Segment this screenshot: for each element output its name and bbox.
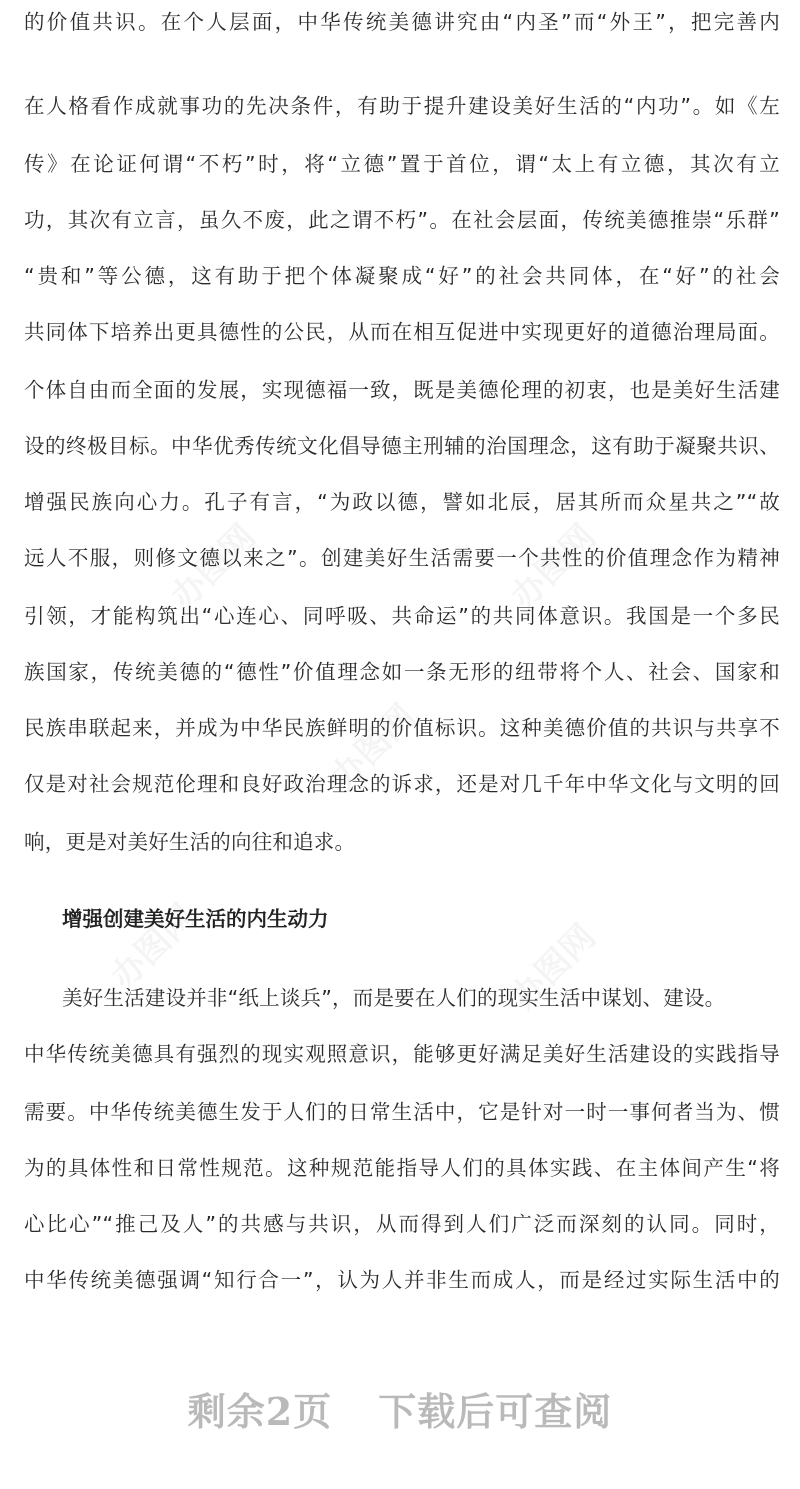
text-line: 中华传统美德具有强烈的现实观照意识，能够更好满足美好生活建设的实践指导 — [24, 1042, 780, 1066]
text-line: 共同体下培养出更具德性的公民，从而在相互促进中实现更好的道德治理局面。 — [24, 320, 780, 344]
download-prompt-label[interactable]: 下载后可查阅 — [378, 1389, 613, 1434]
section-heading: 增强创建美好生活的内生动力 — [62, 907, 329, 931]
text-line: 远人不服，则修文德以来之”。创建美好生活需要一个共性的价值理念作为精神 — [24, 546, 780, 570]
text-line: 引领，才能构筑出“心连心、同呼吸、共命运”的共同体意识。我国是一个多民 — [24, 604, 780, 628]
text-line: 族国家，传统美德的“德性”价值理念如一条无形的纽带将个人、社会、国家和 — [24, 660, 780, 684]
text-line: 设的终极目标。中华优秀传统文化倡导德主刑辅的治国理念，这有助于凝聚共识、 — [24, 434, 780, 458]
text-line: 需要。中华传统美德生发于人们的日常生活中，它是针对一时一事何者当为、惯 — [24, 1100, 780, 1124]
text-line: 增强民族向心力。孔子有言，“为政以德，譬如北辰，居其所而众星共之”“故 — [24, 490, 780, 514]
text-line: 美好生活建设并非“纸上谈兵”，而是要在人们的现实生活中谋划、建设。 — [62, 986, 726, 1010]
text-line: 在人格看作成就事功的先决条件，有助于提升建设美好生活的“内功”。如《左 — [24, 94, 780, 118]
text-line: 中华传统美德强调“知行合一”，认为人并非生而成人，而是经过实际生活中的 — [24, 1268, 780, 1292]
text-line: 响，更是对美好生活的向往和追求。 — [24, 830, 356, 854]
text-line: “贵和”等公德，这有助于把个体凝聚成“好”的社会共同体，在“好”的社会 — [24, 264, 780, 288]
text-line: 心比心”“推己及人”的共感与共识，从而得到人们广泛而深刻的认同。同时， — [24, 1212, 780, 1236]
remaining-pages-label[interactable]: 剩余2页 — [187, 1389, 333, 1434]
text-line: 民族串联起来，并成为中华民族鲜明的价值标识。这种美德价值的共识与共享不 — [24, 716, 780, 740]
download-banner[interactable] — [0, 1388, 800, 1436]
text-line: 的价值共识。在个人层面，中华传统美德讲究由“内圣”而“外王”，把完善内 — [24, 10, 780, 34]
text-line: 传》在论证何谓“不朽”时，将“立德”置于首位，谓“太上有立德，其次有立 — [24, 152, 780, 176]
text-line: 功，其次有立言，虽久不废，此之谓不朽”。在社会层面，传统美德推崇“乐群” — [24, 208, 780, 232]
text-line: 个体自由而全面的发展，实现德福一致，既是美德伦理的初衷，也是美好生活建 — [24, 378, 780, 402]
text-line: 仅是对社会规范伦理和良好政治理念的诉求，还是对几千年中华文化与文明的回 — [24, 772, 780, 796]
text-line: 为的具体性和日常性规范。这种规范能指导人们的具体实践、在主体间产生“将 — [24, 1156, 780, 1180]
